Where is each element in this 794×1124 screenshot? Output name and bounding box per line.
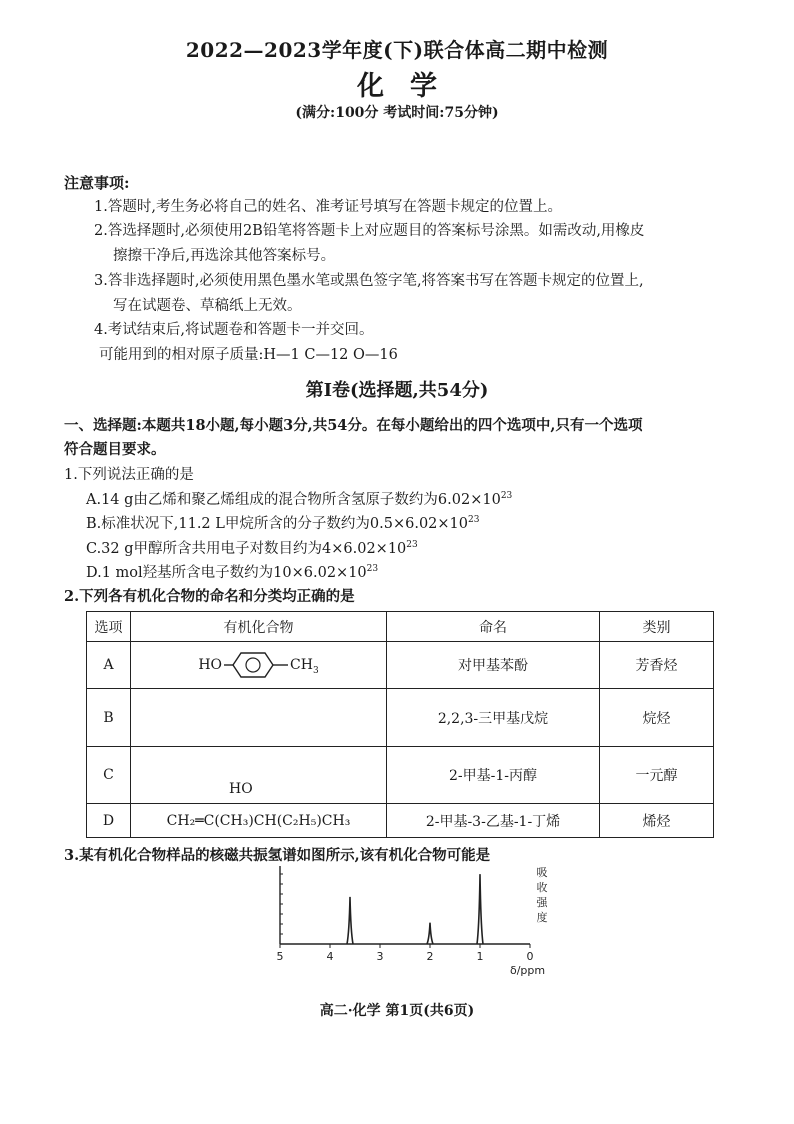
row-a-compound <box>131 642 387 689</box>
q3-stem: 3.某有机化合物样品的核磁共振氢谱如图所示,该有机化合物可能是 <box>64 847 491 864</box>
notice-item-3-cont: 写在试题卷、草稿纸上无效。 <box>113 298 302 314</box>
row-d-option: D <box>87 804 131 838</box>
table-header-row <box>87 612 714 642</box>
q1-option-c: C.32 g甲醇所含共用电子对数目约为$4\times 6.02\times 10^{23}$ <box>86 540 418 557</box>
notice-item-4: 4.考试结束后,将试题卷和答题卡一并交回。 <box>94 322 374 338</box>
atomic-mass-line: 可能用到的相对原子质量:H—1 C—12 O—16 <box>99 347 398 363</box>
row-b-option: B <box>87 689 131 747</box>
subject-title: 化学 <box>357 71 463 102</box>
notice-title: 注意事项: <box>64 174 130 192</box>
score-info: (满分:100分 考试时间:75分钟) <box>295 105 499 121</box>
x-tick-label: 3 <box>376 950 384 963</box>
q1-option-a: A.14 g由乙烯和聚乙烯组成的混合物所含氢原子数约为$6.02\times 10^{23}$ <box>86 491 513 508</box>
section-instruction-1: 一、选择题:本题共18小题,每小题3分,共54分。在每小题给出的四个选项中,只有一个选项 <box>64 417 643 434</box>
x-tick-label: 1 <box>476 950 484 963</box>
row-b-name: 2,2,3-三甲基戊烷 <box>387 689 600 747</box>
notice-item-2: 2.答选择题时,必须使用2B铅笔将答题卡上对应题目的答案标号涂黑。如需改动,用橡皮 <box>94 223 645 239</box>
row-a-name: 对甲基苯酚 <box>387 642 600 689</box>
row-c-category: 一元醇 <box>600 747 714 804</box>
row-c-compound: HO <box>131 747 387 804</box>
q1-option-d: D.1 mol羟基所含电子数约为$10\times 6.02\times 10^{23}$ <box>86 564 379 581</box>
y-axis-label <box>537 866 549 924</box>
table-row <box>87 642 714 689</box>
table-row <box>87 804 714 838</box>
notice-item-2-cont: 擦擦干净后,再选涂其他答案标号。 <box>113 248 336 264</box>
row-c-name: 2-甲基-1-丙醇 <box>387 747 600 804</box>
x-tick-label: 0 <box>526 950 534 963</box>
table-row <box>87 747 714 804</box>
q2-table <box>86 611 714 838</box>
hydroxyl-label: HO <box>198 657 223 673</box>
spectrum-peak <box>477 874 483 944</box>
q1-option-b: B.标准状况下,11.2 L甲烷所含的分子数约为$0.5\times 6.02\times 10^{23}$ <box>86 515 480 532</box>
spectrum-peaks <box>347 874 483 944</box>
x-tick-label: 2 <box>426 950 434 963</box>
y-label-char: 强 <box>536 896 548 909</box>
x-tick-label: 4 <box>326 950 334 963</box>
notice-item-3: 3.答非选择题时,必须使用黑色墨水笔或黑色签字笔,将答案书写在答题卡规定的位置上, <box>94 273 644 289</box>
header-compound: 有机化合物 <box>131 612 387 642</box>
row-d-compound: CH₂═C(CH₃)CH(C₂H₅)CH₃ <box>131 804 387 838</box>
header-option: 选项 <box>87 612 131 642</box>
notice-item-1: 1.答题时,考生务必将自己的姓名、准考证号填写在答题卡规定的位置上。 <box>94 199 562 215</box>
spectrum-peak <box>347 897 353 944</box>
benzene-ring-structure <box>224 650 288 680</box>
section-instruction-2: 符合题目要求。 <box>64 441 166 458</box>
exam-title: 2022—2023学年度(下)联合体高二期中检测 <box>185 38 609 62</box>
row-b-category: 烷烃 <box>600 689 714 747</box>
x-axis-ticks <box>277 944 534 963</box>
y-label-char: 度 <box>536 911 548 924</box>
row-b-compound <box>131 689 387 747</box>
x-tick-label: 5 <box>276 950 284 963</box>
section-title: 第Ⅰ卷(选择题,共54分) <box>305 380 489 401</box>
x-axis-label: δ/ppm <box>510 964 546 977</box>
page-footer: 高二·化学 第1页(共6页) <box>319 1003 475 1019</box>
y-label-char: 吸 <box>536 866 548 879</box>
table-row <box>87 689 714 747</box>
row-c-option: C <box>87 747 131 804</box>
header-category: 类别 <box>600 612 714 642</box>
y-label-char: 收 <box>536 881 548 894</box>
q1-stem: 1.下列说法正确的是 <box>64 467 194 483</box>
methyl-label: $CH_3$ <box>290 657 319 676</box>
row-d-category: 烯烃 <box>600 804 714 838</box>
header-name: 命名 <box>387 612 600 642</box>
spectrum-peak <box>427 923 433 944</box>
row-a-option: A <box>87 642 131 689</box>
row-a-category: 芳香烃 <box>600 642 714 689</box>
row-d-name: 2-甲基-3-乙基-1-丁烯 <box>387 804 600 838</box>
nmr-spectrum-chart <box>268 864 558 984</box>
q2-stem: 2.下列各有机化合物的命名和分类均正确的是 <box>64 588 355 605</box>
